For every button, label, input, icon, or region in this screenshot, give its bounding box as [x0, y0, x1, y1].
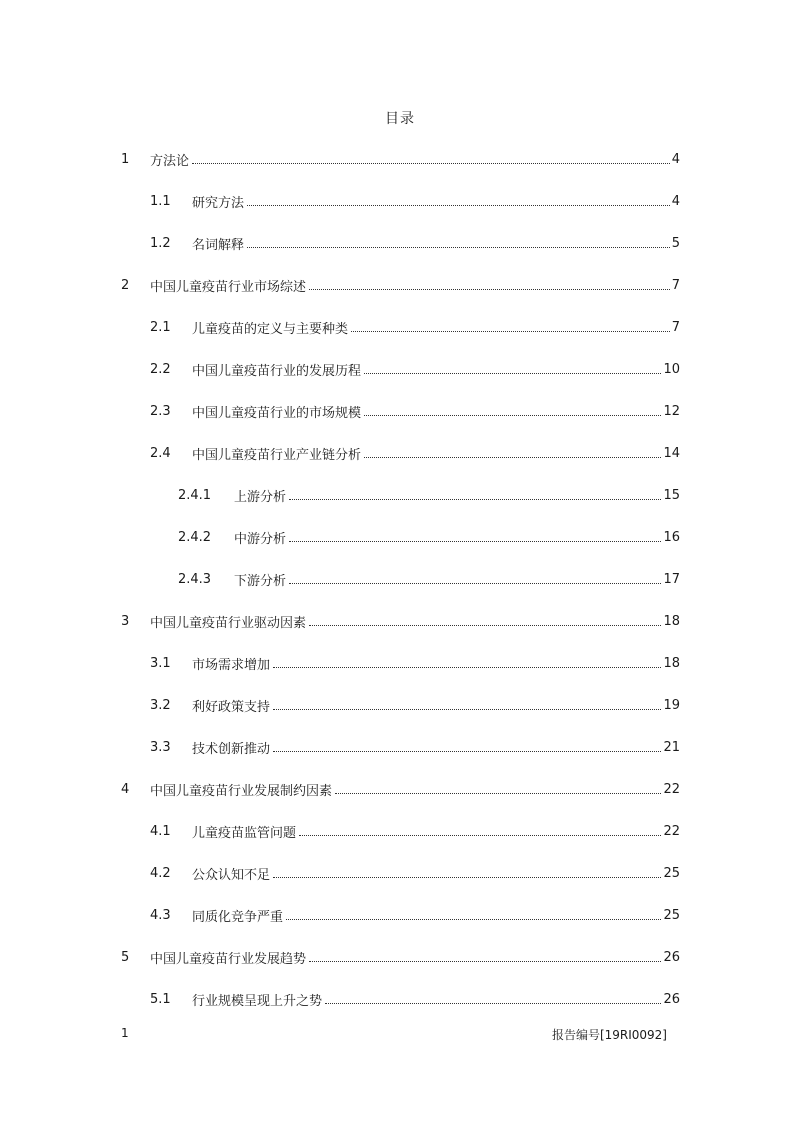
toc-entry-page: 16 — [663, 529, 680, 545]
toc-entry-number: 2.1 — [150, 319, 171, 335]
toc-entry-label: 中国儿童疫苗行业市场综述 — [150, 279, 307, 295]
toc-entry-page: 25 — [663, 865, 680, 881]
toc-entry-number: 4.3 — [150, 907, 171, 923]
toc-entry[interactable] — [150, 442, 680, 464]
toc-dot-leader — [192, 162, 670, 164]
toc-entry[interactable] — [178, 526, 680, 548]
toc-dot-leader — [247, 204, 670, 206]
toc-entry-number: 4.1 — [150, 823, 171, 839]
toc-entry-page: 21 — [663, 739, 680, 755]
toc-entry[interactable] — [121, 610, 680, 632]
toc-title: 目录 — [385, 111, 415, 127]
toc-entry-label: 利好政策支持 — [192, 699, 271, 715]
toc-entry-label: 中游分析 — [234, 531, 287, 547]
toc-entry[interactable] — [178, 484, 680, 506]
toc-entry-page: 22 — [663, 781, 680, 797]
footer-page-number: 1 — [121, 1026, 129, 1040]
toc-dot-leader — [289, 582, 661, 584]
toc-entry-page: 5 — [671, 235, 680, 251]
toc-entry-page: 26 — [663, 991, 680, 1007]
toc-entry-page: 7 — [671, 319, 680, 335]
toc-entry-number: 3.1 — [150, 655, 171, 671]
toc-dot-leader — [273, 876, 661, 878]
toc-entry-number: 3.2 — [150, 697, 171, 713]
toc-entry-page: 18 — [663, 655, 680, 671]
toc-entry[interactable] — [150, 400, 680, 422]
toc-entry-label: 中国儿童疫苗行业的市场规模 — [192, 405, 362, 421]
toc-entry[interactable] — [150, 652, 680, 674]
toc-entry-page: 26 — [663, 949, 680, 965]
toc-entry-number: 2.2 — [150, 361, 171, 377]
toc-entry-page: 12 — [663, 403, 680, 419]
toc-entry[interactable] — [121, 778, 680, 800]
toc-entry-label: 名词解释 — [192, 237, 245, 253]
toc-entry-page: 4 — [671, 151, 680, 167]
toc-entry-label: 技术创新推动 — [192, 741, 271, 757]
toc-dot-leader — [273, 666, 661, 668]
toc-entry-page: 10 — [663, 361, 680, 377]
toc-dot-leader — [351, 330, 670, 332]
toc-entry[interactable] — [150, 316, 680, 338]
toc-dot-leader — [325, 1002, 661, 1004]
toc-entry-page: 17 — [663, 571, 680, 587]
toc-dot-leader — [273, 750, 661, 752]
toc-entry-label: 中国儿童疫苗行业驱动因素 — [150, 615, 307, 631]
toc-dot-leader — [247, 246, 670, 248]
toc-dot-leader — [309, 960, 661, 962]
toc-entry-number: 5.1 — [150, 991, 171, 1007]
toc-entry-number: 1.1 — [150, 193, 171, 209]
toc-entry-number: 2.4 — [150, 445, 171, 461]
toc-dot-leader — [299, 834, 661, 836]
toc-entry-number: 3 — [121, 613, 130, 629]
toc-entry-label: 市场需求增加 — [192, 657, 271, 673]
toc-entry-page: 4 — [671, 193, 680, 209]
toc-entry-label: 公众认知不足 — [192, 867, 271, 883]
toc-entry-label: 上游分析 — [234, 489, 287, 505]
toc-entry-label: 中国儿童疫苗行业发展趋势 — [150, 951, 307, 967]
toc-dot-leader — [286, 918, 661, 920]
toc-entry-label: 行业规模呈现上升之势 — [192, 993, 323, 1009]
toc-entry-number: 2 — [121, 277, 130, 293]
toc-entry-label: 儿童疫苗监管问题 — [192, 825, 297, 841]
toc-dot-leader — [309, 288, 670, 290]
toc-dot-leader — [335, 792, 661, 794]
toc-entry-page: 14 — [663, 445, 680, 461]
toc-dot-leader — [364, 456, 661, 458]
toc-dot-leader — [289, 540, 661, 542]
toc-entry[interactable] — [150, 988, 680, 1010]
toc-entry-page: 7 — [671, 277, 680, 293]
toc-entry[interactable] — [121, 274, 680, 296]
toc-dot-leader — [273, 708, 661, 710]
toc-entry-label: 中国儿童疫苗行业产业链分析 — [192, 447, 362, 463]
toc-entry-label: 研究方法 — [192, 195, 245, 211]
toc-entry[interactable] — [150, 358, 680, 380]
toc-entry-label: 下游分析 — [234, 573, 287, 589]
toc-entry-number: 2.4.3 — [178, 571, 212, 587]
toc-dot-leader — [364, 372, 661, 374]
toc-entry-number: 1 — [121, 151, 130, 167]
toc-entry-page: 18 — [663, 613, 680, 629]
toc-entry-number: 2.4.1 — [178, 487, 212, 503]
toc-entry[interactable] — [150, 820, 680, 842]
toc-entry[interactable] — [150, 232, 680, 254]
toc-entry-number: 4 — [121, 781, 130, 797]
toc-entry-number: 2.3 — [150, 403, 171, 419]
toc-entry-page: 19 — [663, 697, 680, 713]
toc-entry-number: 2.4.2 — [178, 529, 212, 545]
toc-dot-leader — [289, 498, 661, 500]
toc-entry-label: 中国儿童疫苗行业的发展历程 — [192, 363, 362, 379]
toc-entry-label: 方法论 — [150, 153, 190, 169]
toc-entry-label: 儿童疫苗的定义与主要种类 — [192, 321, 349, 337]
toc-entry[interactable] — [150, 904, 680, 926]
toc-entry[interactable] — [150, 694, 680, 716]
toc-entry[interactable] — [178, 568, 680, 590]
toc-entry-number: 5 — [121, 949, 130, 965]
toc-entry-page: 22 — [663, 823, 680, 839]
toc-dot-leader — [309, 624, 661, 626]
toc-entry[interactable] — [121, 946, 680, 968]
toc-entry-number: 4.2 — [150, 865, 171, 881]
toc-entry[interactable] — [150, 862, 680, 884]
toc-entry-page: 25 — [663, 907, 680, 923]
toc-entry-page: 15 — [663, 487, 680, 503]
toc-entry[interactable] — [150, 736, 680, 758]
toc-entry-label: 中国儿童疫苗行业发展制约因素 — [150, 783, 333, 799]
toc-entry-label: 同质化竞争严重 — [192, 909, 284, 925]
toc-entry[interactable] — [121, 148, 680, 170]
toc-entry-number: 3.3 — [150, 739, 171, 755]
toc-entry[interactable] — [150, 190, 680, 212]
toc-entry-number: 1.2 — [150, 235, 171, 251]
toc-dot-leader — [364, 414, 661, 416]
footer-report-code: 报告编号[19RI0092] — [551, 1028, 667, 1042]
